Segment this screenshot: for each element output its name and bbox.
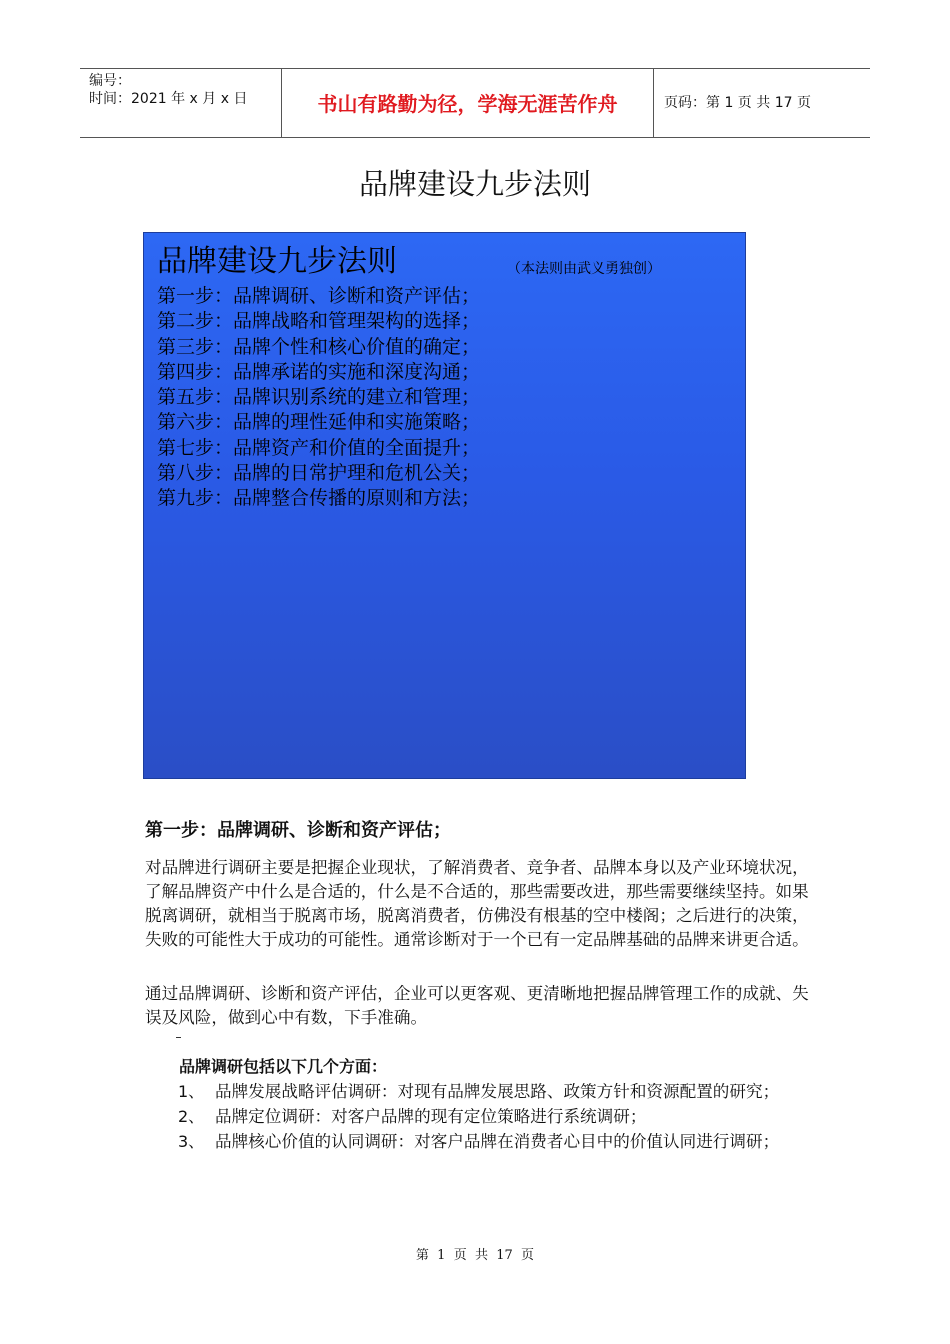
section-heading: 第一步：品牌调研、诊断和资产评估； <box>145 820 451 841</box>
number-label: 编号： <box>89 73 131 89</box>
motto: 书山有路勤为径，学海无涯苦作舟 <box>317 92 618 116</box>
list-item <box>178 1104 818 1129</box>
document-title: 品牌建设九步法则 <box>358 167 591 201</box>
header-meta-cell <box>80 69 282 137</box>
step-item: 第七步：品牌资产和价值的全面提升； <box>157 436 481 459</box>
step-item: 第四步：品牌承诺的实施和深度沟通； <box>157 360 481 383</box>
list-item <box>178 1129 818 1154</box>
step-item: 第一步：品牌调研、诊断和资产评估； <box>157 285 481 307</box>
step-item: 第五步：品牌识别系统的建立和管理； <box>157 386 481 409</box>
step-item: 第六步：品牌的理性延伸和实施策略； <box>157 411 481 434</box>
divider <box>176 1037 181 1038</box>
step-item: 第九步：品牌整合传播的原则和方法； <box>157 487 481 510</box>
page-label: 页码：第 1 页 共 17 页 <box>664 95 811 111</box>
slide-title: 品牌建设九步法则 <box>157 244 397 279</box>
research-list <box>178 1079 818 1154</box>
item-number: 3、 <box>178 1132 205 1151</box>
steps-list <box>157 284 480 512</box>
list-item <box>178 1079 818 1104</box>
step-item: 第八步：品牌的日常护理和危机公关； <box>157 462 481 485</box>
header-table <box>80 68 870 138</box>
header-motto-cell <box>282 69 654 137</box>
paragraph: 对品牌进行调研主要是把握企业现状，了解消费者、竞争者、品牌本身以及产业环境状况，了解品牌资产中什么是合适的，什么是不合适的，那些需要改进，那些需要继续坚持。如果脱离调研，就相当于脱离市场，脱离消费者，仿佛没有根基的空中楼阁；之后进行的决策，失败的可能性大于成功的可能性。通常诊断对于一个已有一定品牌基础的品牌来讲更合适。 <box>145 858 809 949</box>
header-page-cell <box>654 69 870 137</box>
page-footer: 第 1 页 共 17 页 <box>415 1248 535 1263</box>
item-text: 品牌发展战略评估调研：对现有品牌发展思路、政策方针和资源配置的研究； <box>215 1082 780 1101</box>
slide-note: （本法则由武义勇独创） <box>507 261 661 277</box>
step-item: 第二步：品牌战略和管理架构的选择； <box>157 310 481 333</box>
step-item: 第三步：品牌个性和核心价值的确定； <box>157 335 481 358</box>
slide-image <box>143 232 746 779</box>
time-label: 时间：2021 年 x 月 x 日 <box>89 91 248 107</box>
item-number: 1、 <box>178 1082 205 1101</box>
item-text: 品牌定位调研：对客户品牌的现有定位策略进行系统调研； <box>215 1107 647 1126</box>
item-text: 品牌核心价值的认同调研：对客户品牌在消费者心目中的价值认同进行调研； <box>215 1132 780 1151</box>
paragraph: 通过品牌调研、诊断和资产评估，企业可以更客观、更清晰地把握品牌管理工作的成就、失误及风险，做到心中有数，下手准确。 <box>145 984 809 1027</box>
item-number: 2、 <box>178 1107 205 1126</box>
subheading: 品牌调研包括以下几个方面： <box>179 1057 388 1076</box>
